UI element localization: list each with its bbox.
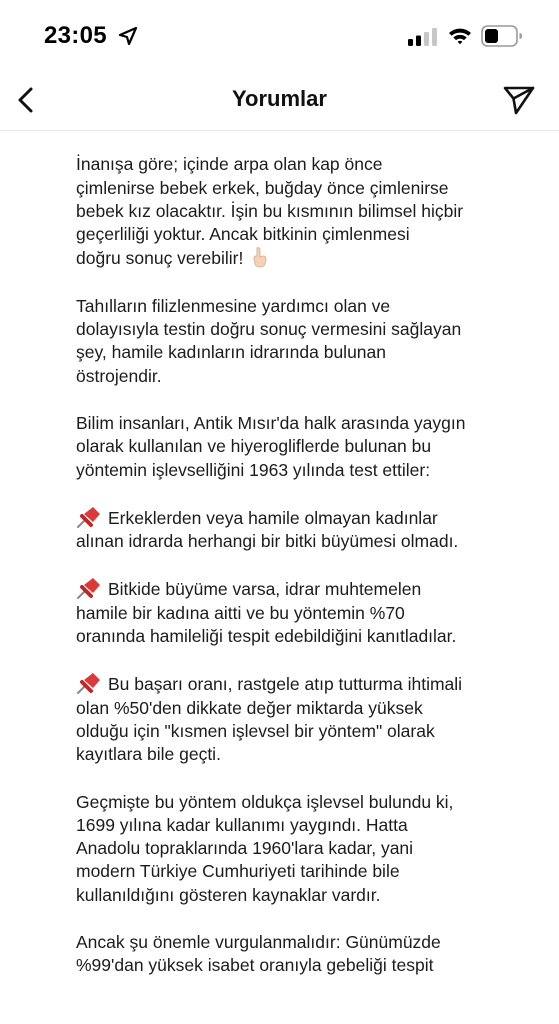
paragraph-text: Bitkide büyüme varsa, idrar muhtemelen hamile bir kadına aitti ve bu yöntemin %70 oranında hamileliği tespit edebildiğini kanıtladılar. [76, 579, 457, 647]
status-bar [0, 0, 559, 74]
paragraph [76, 153, 546, 270]
pointing-down-emoji-icon [249, 246, 271, 268]
pinned-paragraph [76, 577, 546, 648]
paragraph-text: Erkeklerden veya hamile olmayan kadınlar alınan idrarda herhangi bir bitki büyümesi olmadı. [76, 507, 459, 552]
send-button[interactable] [499, 80, 539, 120]
pushpin-emoji-icon [76, 672, 102, 694]
paper-plane-icon [503, 85, 535, 115]
page-title: Yorumlar [232, 86, 327, 111]
pushpin-emoji-icon [76, 577, 102, 599]
paragraph: Tahılların filizlenmesine yardımcı olan ve dolayısıyla testin doğru sonuç vermesini sağlayan şey, hamile kadınların idrarında bulunan östrojendir. [76, 295, 462, 386]
paragraph-text: Bu başarı oranı, rastgele atıp tutturma ihtimali olan %50'den dikkate değer miktarda yüksek olduğu için "kısmen işlevsel bir yöntem" olarak kayıtlara bile geçti. [76, 674, 463, 765]
pinned-paragraph [76, 506, 546, 554]
cellular-signal-icon [408, 28, 438, 46]
wifi-icon [448, 26, 472, 46]
nav-header [0, 74, 559, 131]
paragraph: Geçmişte bu yöntem oldukça işlevsel bulundu ki, 1699 yılına kadar kullanımı yaygındı. Hatta Anadolu topraklarında 1960'lara kadar, yani modern Türkiye Cumhuriyeti tarihinde bile kullanıldığını gösteren kaynaklar vardır. [76, 791, 454, 905]
paragraph-text: İnanışa göre; içinde arpa olan kap önce çimlenirse bebek erkek, buğday önce çimlenirse bebek kız olacaktır. İşin bu kısmının bilimsel hiçbir geçerliliği yoktur. Ancak bitkinin çimlenmesi doğru sonuç verebilir! [76, 154, 464, 269]
paragraph: Bilim insanları, Antik Mısır'da halk arasında yaygın olarak kullanılan ve hiyerogliflerde bulunan bu yöntemin işlevselliğini 1963 yılında test ettiler: [76, 412, 466, 480]
status-time: 23:05 [44, 22, 107, 49]
paragraph: Ancak şu önemle vurgulanmalıdır: Günümüzde %99'dan yüksek isabet oranıyla gebeliği tespit [76, 932, 441, 976]
pushpin-emoji-icon [76, 506, 102, 528]
comment-text [76, 108, 546, 1002]
battery-icon [481, 25, 523, 47]
location-arrow-icon [118, 26, 138, 46]
pinned-paragraph [76, 672, 546, 766]
